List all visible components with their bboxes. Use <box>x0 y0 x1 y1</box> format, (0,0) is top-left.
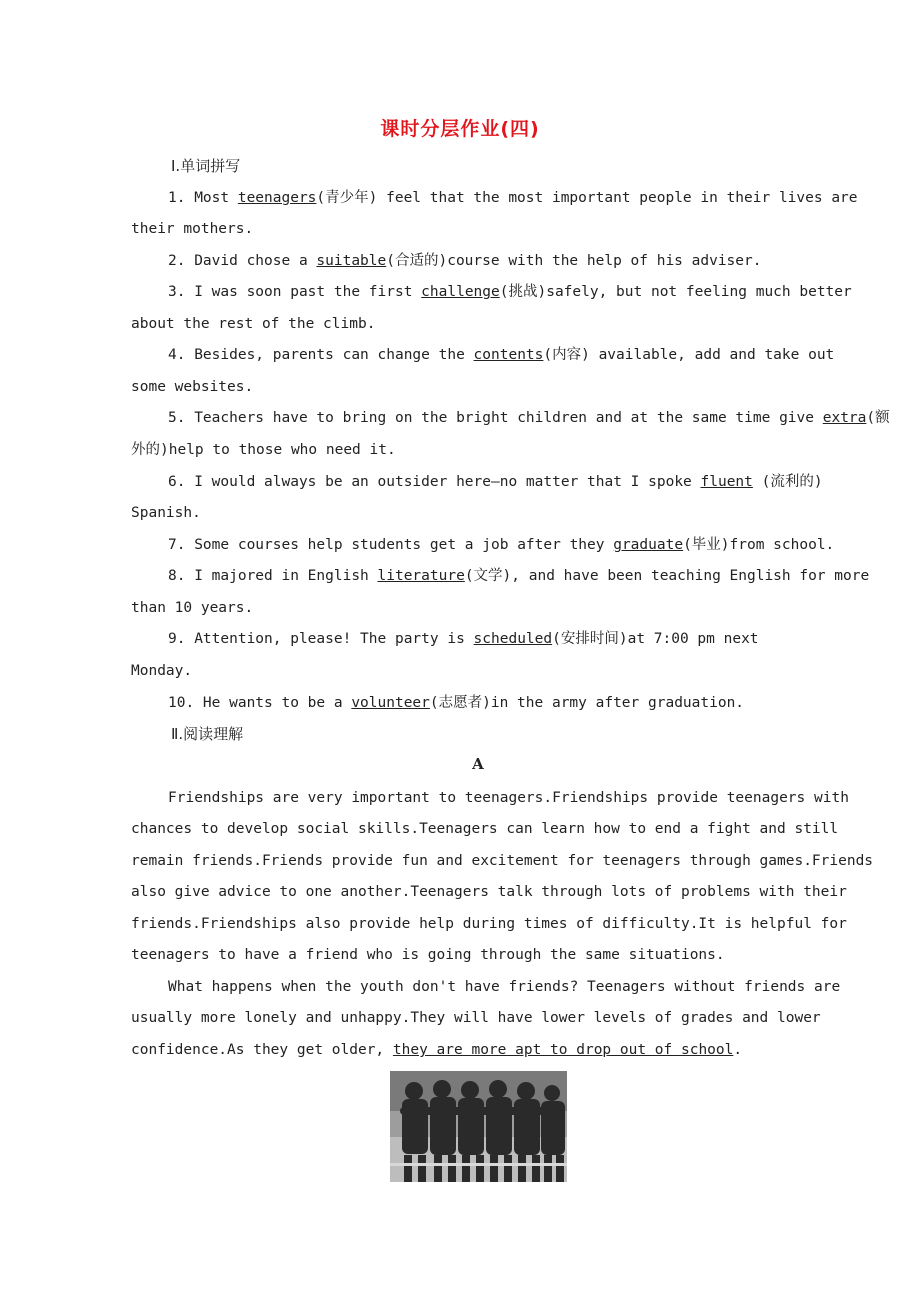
passage-line: also give advice to one another.Teenagers talk through lots of problems with their <box>131 884 847 900</box>
question-1-cont: their mothers. <box>131 221 254 237</box>
answer-1: teenagers <box>237 190 317 206</box>
answer-3: challenge <box>421 284 500 300</box>
answer-8: literature <box>377 568 465 584</box>
question-3-cont: about the rest of the climb. <box>131 316 376 332</box>
question-10: 10. He wants to be a volunteer(志愿者)in the army after graduation. <box>168 695 745 711</box>
answer-9: scheduled <box>473 631 553 647</box>
question-2: 2. David chose a suitable(合适的)course with the help of his adviser. <box>168 253 762 269</box>
question-5-cont: 外的)help to those who need it. <box>131 442 396 458</box>
section-heading-spelling: Ⅰ.单词拼写 <box>171 157 241 175</box>
question-9-cont: Monday. <box>131 663 193 679</box>
question-1: 1. Most teenagers(青少年) feel that the most important people in their lives are <box>168 190 858 206</box>
friends-photo <box>390 1071 567 1182</box>
passage-line-last: confidence.As they get older, they are more apt to drop out of school. <box>131 1042 743 1058</box>
question-4: 4. Besides, parents can change the contents(内容) available, add and take out <box>168 347 835 363</box>
question-9: 9. Attention, please! The party is scheduled(安排时间)at 7:00 pm next <box>168 631 759 647</box>
passage-line: usually more lonely and unhappy.They will have lower levels of grades and lower <box>131 1010 821 1026</box>
answer-5: extra <box>822 410 867 426</box>
answer-6: fluent <box>700 474 753 490</box>
question-6: 6. I would always be an outsider here—no matter that I spoke fluent (流利的) <box>168 474 823 490</box>
question-8: 8. I majored in English literature(文学), and have been teaching English for more <box>168 568 870 584</box>
question-8-cont: than 10 years. <box>131 600 254 616</box>
page-title: 课时分层作业(四) <box>380 118 540 140</box>
friends-photo-illustration <box>390 1071 567 1182</box>
question-3: 3. I was soon past the first challenge(挑战)safely, but not feeling much better <box>168 284 852 300</box>
answer-7: graduate <box>613 537 684 553</box>
question-4-cont: some websites. <box>131 379 254 395</box>
answer-2: suitable <box>316 253 387 269</box>
passage-line: chances to develop social skills.Teenagers can learn how to end a fight and still <box>131 821 839 837</box>
question-7: 7. Some courses help students get a job after they graduate(毕业)from school. <box>168 537 835 553</box>
answer-4: contents <box>473 347 544 363</box>
passage-line: teenagers to have a friend who is going through the same situations. <box>131 947 725 963</box>
passage-line: friends.Friendships also provide help during times of difficulty.It is helpful for <box>131 916 847 932</box>
answer-10: volunteer <box>351 695 430 711</box>
passage-line: Friendships are very important to teenagers.Friendships provide teenagers with <box>168 790 849 806</box>
passage-label: A <box>472 755 484 773</box>
passage-line: What happens when the youth don't have friends? Teenagers without friends are <box>168 979 841 995</box>
question-6-cont: Spanish. <box>131 505 201 521</box>
passage-line: remain friends.Friends provide fun and excitement for teenagers through games.Friends <box>131 853 874 869</box>
section-heading-reading: Ⅱ.阅读理解 <box>171 725 244 743</box>
underlined-sentence: they are more apt to drop out of school <box>392 1042 734 1058</box>
question-5: 5. Teachers have to bring on the bright children and at the same time give extra(额 <box>168 410 890 426</box>
